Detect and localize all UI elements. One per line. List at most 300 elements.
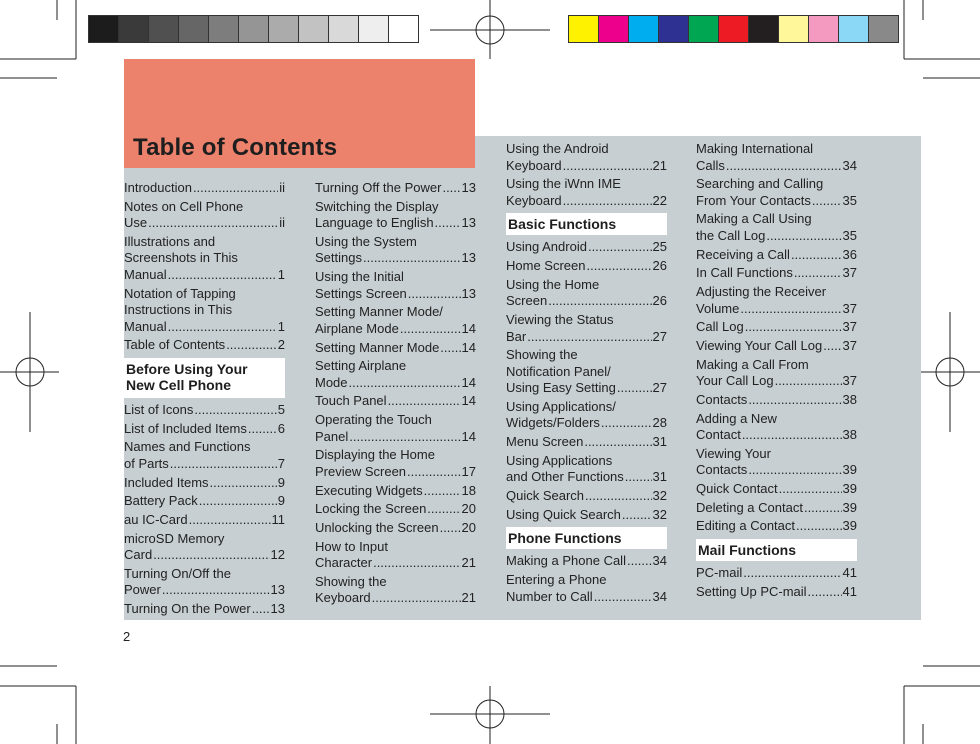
toc-entry[interactable] [315,501,476,518]
color-swatch [779,16,809,42]
section-heading [124,358,285,398]
toc-entry-label: Turning Off the Power [315,180,442,195]
toc-entry[interactable] [124,234,285,284]
toc-entry-label: Battery Pack [124,493,198,509]
toc-entry-label: Settings Screen [315,285,407,301]
dot-leader [199,493,277,510]
dot-leader [408,286,461,303]
toc-entry-line: Showing the [506,347,578,363]
color-swatch [359,16,389,42]
section-heading [506,527,667,549]
toc-entry-label: Number to Call [506,588,593,604]
toc-entry-label: Manual [124,266,167,282]
dot-leader [373,555,460,572]
toc-page-number: 37 [842,319,857,335]
toc-entry[interactable] [696,481,857,498]
toc-entry[interactable] [506,239,667,256]
color-swatch [659,16,689,42]
toc-entry[interactable] [696,411,857,444]
toc-page-number: 6 [277,420,285,436]
toc-page-number: 39 [842,499,857,515]
toc-entry[interactable] [506,572,667,605]
toc-entry[interactable] [315,447,476,480]
section-heading-line: Phone Functions [508,530,622,547]
section-heading-line: Basic Functions [508,216,617,233]
toc-entry[interactable] [315,483,476,500]
toc-entry-line: Using Applications/ [506,398,616,414]
dot-leader [594,589,652,606]
toc-entry-label: Using Quick Search [506,506,621,522]
toc-entry[interactable] [696,584,857,601]
toc-entry-line: Illustrations and [124,233,216,249]
dot-leader [372,590,461,607]
color-swatch [299,16,329,42]
color-swatch [689,16,719,42]
toc-page-number: 14 [461,339,476,355]
toc-entry-label: Unlocking the Screen [315,519,439,535]
toc-entry-line: Operating the Touch [315,412,432,428]
toc-entry-line: Viewing the Status [506,312,614,327]
toc-entry-line: Adjusting the Receiver [696,284,827,299]
dot-leader [586,258,651,275]
toc-entry[interactable] [315,180,476,197]
color-swatch [329,16,359,42]
dot-leader [812,193,842,210]
toc-entry[interactable] [315,340,476,357]
dot-leader [794,265,842,282]
dot-leader [742,427,842,444]
toc-entry[interactable] [124,439,285,472]
color-swatch [839,16,869,42]
toc-page-number: 1 [277,318,285,334]
toc-entry-label: Preview Screen [315,463,407,479]
dot-leader [791,247,842,264]
dot-leader [189,512,271,529]
toc-page-number: 39 [842,462,857,478]
toc-page-number: 1 [277,266,285,282]
toc-entry[interactable] [506,176,667,209]
toc-entry-line: Names and Functions [124,439,251,455]
process-color-bar [568,15,899,43]
toc-page-number: 13 [461,250,476,266]
toc-entry-line: Searching and Calling [696,176,824,192]
toc-page-number: 14 [461,393,476,409]
page-number: 2 [123,629,131,644]
dot-leader [424,483,461,500]
toc-entry[interactable] [124,402,285,419]
toc-page-number: 14 [461,374,476,390]
toc-entry[interactable] [696,247,857,264]
toc-page-number: 17 [461,463,476,479]
toc-page-number: 36 [842,246,857,262]
toc-entry-line: Notification Panel/ [506,363,611,379]
toc-page-number: 32 [652,488,667,503]
toc-entry-line: Adding a New [696,410,777,426]
toc-entry-line: Notation of Tapping [124,285,236,301]
dot-leader [745,319,842,336]
toc-page-number: 7 [277,455,285,471]
toc-entry-line: Making a Call From [696,356,809,372]
toc-entry-label: Calls [696,157,725,173]
toc-entry-label: Executing Widgets [315,482,423,498]
dot-leader [407,464,460,481]
color-swatch [569,16,599,42]
toc-page-number: 39 [842,518,857,534]
toc-entry-label: Home Screen [506,258,586,274]
toc-page-number: 37 [842,337,857,353]
color-swatch [809,16,839,42]
toc-entry[interactable] [696,211,857,244]
toc-page-number: 34 [652,588,667,604]
toc-entry-label: Using Android [506,239,587,255]
toc-page-number: 37 [842,265,857,281]
toc-page-number: 39 [842,480,857,496]
toc-entry-label: of Parts [124,455,169,471]
page-title: Table of Contents [133,134,338,161]
toc-entry[interactable] [506,141,667,174]
color-swatch [179,16,209,42]
toc-page-number: 11 [271,512,285,527]
toc-entry-label: Character [315,555,373,571]
section-heading-line: Mail Functions [698,542,796,558]
toc-entry[interactable] [506,258,667,275]
toc-entry[interactable] [124,531,285,564]
toc-entry[interactable] [696,141,857,174]
color-swatch [629,16,659,42]
toc-page-number: 34 [842,157,857,173]
toc-entry-label: Viewing Your Call Log [696,337,823,353]
toc-page-number: 35 [842,192,857,208]
color-swatch [719,16,749,42]
color-swatch [389,16,418,42]
toc-entry-line: Setting Airplane [315,358,407,374]
toc-entry-label: Power [124,582,161,598]
toc-entry[interactable] [124,180,285,197]
toc-page-number: 5 [277,402,285,417]
toc-page-number: 14 [461,320,476,336]
toc-entry-label: Menu Screen [506,434,584,450]
toc-page-number: 21 [461,555,476,571]
toc-entry[interactable] [124,421,285,438]
toc-entry-line: Showing the [315,573,387,589]
toc-entry-label: Manual [124,318,167,334]
dot-leader [440,520,461,537]
toc-page-number: 38 [842,391,857,407]
dot-leader [363,250,461,267]
dot-leader [563,193,652,210]
toc-entry[interactable] [506,312,667,345]
dot-leader [162,582,270,599]
dot-leader [153,547,269,564]
toc-entry-label: Volume [696,300,740,316]
toc-entry-label: Editing a Contact [696,518,796,534]
toc-page-number: 34 [652,553,667,569]
gray-color-bar [88,15,419,43]
toc-entry-label: Receiving a Call [696,246,790,262]
toc-entry-label: au IC-Card [124,512,188,527]
toc-entry[interactable] [506,277,667,310]
toc-entry-label: Keyboard [506,157,562,173]
dot-leader [252,601,270,618]
dot-leader [388,393,461,410]
toc-entry[interactable] [315,358,476,391]
toc-page-number: ii [279,180,285,195]
toc-page-number: 32 [652,506,667,522]
toc-page-number: 20 [461,501,476,517]
toc-page-number: 2 [277,337,285,353]
toc-page-number: 13 [270,582,285,598]
color-swatch [89,16,119,42]
toc-entry-label: Contacts [696,462,748,478]
toc-entry-label: Locking the Screen [315,501,427,517]
toc-entry[interactable] [124,286,285,336]
toc-entry-label: List of Icons [124,402,194,417]
dot-leader [563,158,652,175]
toc-entry[interactable] [124,337,285,354]
toc-page-number: 20 [461,519,476,535]
toc-entry[interactable] [696,338,857,355]
dot-leader [625,469,652,486]
toc-page-number: 26 [652,293,667,309]
color-swatch [599,16,629,42]
toc-entry[interactable] [506,434,667,451]
toc-page-number: 27 [652,328,667,344]
color-swatch [209,16,239,42]
toc-page-number: 12 [270,547,285,563]
toc-page-number: 13 [270,601,285,617]
toc-entry-line: Using Applications [506,452,613,468]
toc-entry[interactable] [315,199,476,232]
toc-entry[interactable] [506,347,667,397]
dot-leader [435,215,461,232]
dot-leader [726,158,842,175]
toc-page-number: 13 [461,180,476,195]
dot-leader [168,267,277,284]
dot-leader [194,402,276,419]
dot-leader [804,500,842,517]
toc-page-number: 41 [842,583,857,599]
toc-entry[interactable] [315,520,476,537]
toc-page-number: 38 [842,427,857,442]
toc-entry-label: Your Call Log [696,373,774,389]
dot-leader [601,415,652,432]
color-swatch [119,16,149,42]
section-heading-line: New Cell Phone [126,377,232,393]
toc-page-number: 35 [842,227,857,243]
dot-leader [349,429,460,446]
dot-leader [823,338,841,355]
toc-page-number: 37 [842,300,857,316]
toc-entry-label: In Call Functions [696,265,793,281]
dot-leader [748,462,841,479]
dot-leader [627,553,652,570]
toc-page-number: 22 [652,192,667,208]
toc-entry-line: microSD Memory [124,530,225,546]
toc-page-number: 28 [652,415,667,431]
toc-entry-label: Making a Phone Call [506,553,626,569]
toc-entry[interactable] [315,412,476,445]
toc-entry-line: Displaying the Home [315,447,435,463]
toc-entry[interactable] [696,319,857,336]
toc-entry[interactable] [506,553,667,570]
dot-leader [585,488,651,505]
toc-entry-line: Switching the Display [315,198,439,214]
toc-entry-line: Using the Home [506,276,600,292]
toc-entry-label: Contacts [696,391,748,407]
toc-page-number: 31 [652,469,667,485]
toc-entry-label: Included Items [124,474,209,490]
dot-leader [442,180,460,197]
toc-entry-line: Viewing Your [696,445,771,461]
dot-leader [210,475,277,492]
toc-entry[interactable] [315,269,476,302]
toc-page-number: 27 [652,380,667,396]
toc-entry-label: Keyboard [315,590,371,606]
toc-entry[interactable] [506,488,667,505]
toc-entry[interactable] [696,176,857,209]
toc-entry-label: Screen [506,293,548,309]
toc-page-number: 9 [277,493,285,509]
toc-entry[interactable] [696,446,857,479]
dot-leader [740,301,841,318]
toc-entry-label: Panel [315,428,349,444]
toc-entry-label: Table of Contents [124,337,226,353]
toc-entry-label: Quick Contact [696,480,778,496]
toc-entry[interactable] [696,284,857,317]
toc-entry-label: Keyboard [506,192,562,208]
toc-entry-line: Making International [696,141,814,156]
toc-entry[interactable] [315,393,476,410]
dot-leader [808,584,842,601]
toc-entry[interactable] [696,265,857,282]
dot-leader [588,239,652,256]
toc-entry[interactable] [506,399,667,432]
toc-entry-label: Turning On the Power [124,601,251,617]
toc-entry-label: Call Log [696,319,744,335]
toc-entry-line: Screenshots in This [124,250,238,266]
toc-entry-line: Making a Call Using [696,211,812,227]
toc-page-number: 18 [461,482,476,498]
dot-leader [226,337,277,354]
toc-entry-line: Turning On/Off the [124,565,231,581]
toc-entry-line: Instructions in This [124,302,233,318]
dot-leader [427,501,460,518]
toc-entry[interactable] [315,304,476,337]
toc-entry-line: Setting Manner Mode/ [315,304,443,320]
toc-entry[interactable] [315,574,476,607]
toc-page-number: 41 [842,565,857,580]
toc-entry[interactable] [506,507,667,524]
toc-page-number: 14 [461,428,476,444]
toc-entry-line: Using the Android [506,141,609,156]
toc-entry-label: Mode [315,374,348,390]
dot-leader [743,565,841,582]
dot-leader [775,373,842,390]
dot-leader [779,481,842,498]
section-heading [506,213,667,235]
toc-page-number: 25 [652,239,667,255]
toc-entry-label: Deleting a Contact [696,499,803,515]
toc-entry-line: Using the System [315,233,417,249]
toc-entry[interactable] [315,539,476,572]
toc-entry-label: Bar [506,328,527,344]
toc-entry-line: Using the Initial [315,269,404,285]
toc-entry-line: Notes on Cell Phone [124,198,244,214]
color-swatch [869,16,898,42]
toc-entry[interactable] [124,475,285,492]
dot-leader [617,380,652,397]
dot-leader [168,319,277,336]
dot-leader [440,340,460,357]
toc-entry-label: Airplane Mode [315,320,399,336]
dot-leader [766,228,841,245]
toc-entry[interactable] [315,234,476,267]
dot-leader [248,421,277,438]
dot-leader [796,518,842,535]
toc-entry-label: PC-mail [696,565,743,580]
toc-entry-label: From Your Contacts [696,192,811,208]
section-heading [696,539,857,561]
toc-entry-label: Setting Manner Mode [315,339,440,355]
toc-entry-line: Using the iWnn IME [506,176,621,192]
color-swatch [269,16,299,42]
toc-entry[interactable] [124,493,285,510]
dot-leader [148,215,278,232]
toc-page-number: 31 [652,434,667,450]
color-swatch [749,16,779,42]
toc-entry[interactable] [124,512,285,529]
toc-entry-label: and Other Functions [506,469,624,485]
dot-leader [622,507,652,524]
toc-entry-label: Quick Search [506,488,585,503]
toc-entry[interactable] [506,453,667,486]
toc-entry-line: Entering a Phone [506,572,607,588]
toc-entry-label: Card [124,547,153,563]
dot-leader [193,180,278,197]
dot-leader [170,456,277,473]
toc-page-number: 9 [277,474,285,490]
toc-entry-label: Language to English [315,215,434,231]
toc-page-number: 21 [461,590,476,606]
dot-leader [349,375,461,392]
toc-entry[interactable] [696,392,857,409]
toc-entry[interactable] [696,500,857,517]
toc-entry-label: Settings [315,250,362,266]
toc-page-number: 21 [652,157,667,173]
toc-entry[interactable] [124,601,285,618]
toc-entry[interactable] [696,357,857,390]
toc-entry[interactable] [696,565,857,582]
toc-page-number: 37 [842,373,857,389]
toc-entry-label: Using Easy Setting [506,380,616,396]
toc-entry-label: Touch Panel [315,393,387,409]
toc-entry[interactable] [124,566,285,599]
toc-page-number: ii [279,215,285,231]
toc-entry-label: Use [124,215,148,231]
dot-leader [548,293,651,310]
color-swatch [239,16,269,42]
toc-entry[interactable] [696,518,857,535]
toc-page-number: 13 [461,285,476,301]
toc-entry-label: Widgets/Folders [506,415,600,431]
toc-entry-label: the Call Log [696,227,766,243]
dot-leader [527,329,651,346]
toc-entry-label: Contact [696,427,741,442]
toc-entry-label: Introduction [124,180,192,195]
toc-entry[interactable] [124,199,285,232]
dot-leader [748,392,841,409]
toc-entry-label: List of Included Items [124,420,247,436]
